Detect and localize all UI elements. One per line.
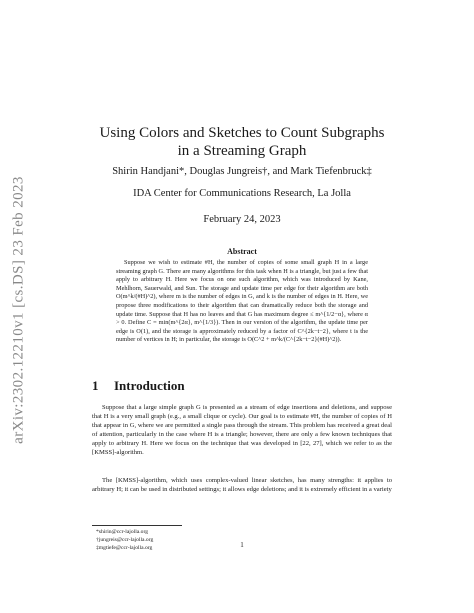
intro-paragraph-1: Suppose that a large simple graph G is presented as a stream of edge insertions and deletions, and suppose that H is a very small graph (e.g., a small clique or cycle). Our goal is to estimate #H, the number of copies of H that appear in G, where we are permitted a single pass through the stream. This problem has received a great deal of attention, particularly in the case where H is a triangle; however, there are only a few known techniques that apply to arbitrary H. Here we focus on the technique that was developed in [22, 27], which we refer to as the [KMSS]-algorithm.	[92, 404, 392, 457]
footnote-1: *shirin@ccr-lajolla.org	[96, 529, 149, 535]
paper-title: Using Colors and Sketches to Count Subgraphs in a Streaming Graph	[99, 125, 385, 159]
abstract-heading: Abstract	[227, 247, 257, 256]
section-title: Introduction	[114, 378, 185, 393]
footnote-2: †jungreis@ccr-lajolla.org	[96, 537, 154, 543]
page-number: 1	[240, 541, 244, 549]
paper-date: February 24, 2023	[203, 214, 281, 225]
intro-paragraph-2: The [KMSS]-algorithm, which uses complex-valued linear sketches, has many strengths: it applies to arbitrary H; it can be used in distributed settings; it allows edge deletions; and it is extremely efficient in a variety	[92, 477, 392, 494]
arxiv-identifier: arXiv:2302.12210v1 [cs.DS] 23 Feb 2023	[10, 176, 27, 444]
footnote-rule	[92, 525, 182, 526]
paper-affiliation: IDA Center for Communications Research, La Jolla	[133, 188, 351, 199]
abstract-text: Suppose we wish to estimate #H, the number of copies of some small graph H in a large streaming graph G. There are many algorithms for this task when H is a triangle, but just a few that apply to arbitrary H. Here we focus on one such algorithm, which was introduced by Kane, Mehlhorn, Sauerwald, and Sun. The storage and update time per edge for their algorithm are both O(m^k/(#H)^2), where m is the number of edges in G, and k is the number of edges in H. Here, we propose three modifications to their algorithm that can dramatically reduce both the storage and update time. Suppose that H has no leaves and that G has maximum degree ≤ m^{1/2−α}, where α > 0. Define C = min(m^{2α}, m^{1/3}). Then in our version of the algorithm, the update time per edge is O(1), and the storage is approximately reduced by a factor of C^{2k−t−2}, where t is the number of vertices in H; in particular, the storage is O(C^2 + m^k/(C^{2k−t−2}(#H)^2)).	[116, 259, 368, 344]
footnote-3: ‡mgtiefe@ccr-lajolla.org	[96, 545, 153, 551]
section-heading	[92, 378, 392, 394]
paper-authors: Shirin Handjani*, Douglas Jungreis†, and Mark Tiefenbruck‡	[112, 166, 372, 177]
section-number: 1	[92, 378, 99, 393]
arxiv-sidebar	[6, 150, 32, 470]
